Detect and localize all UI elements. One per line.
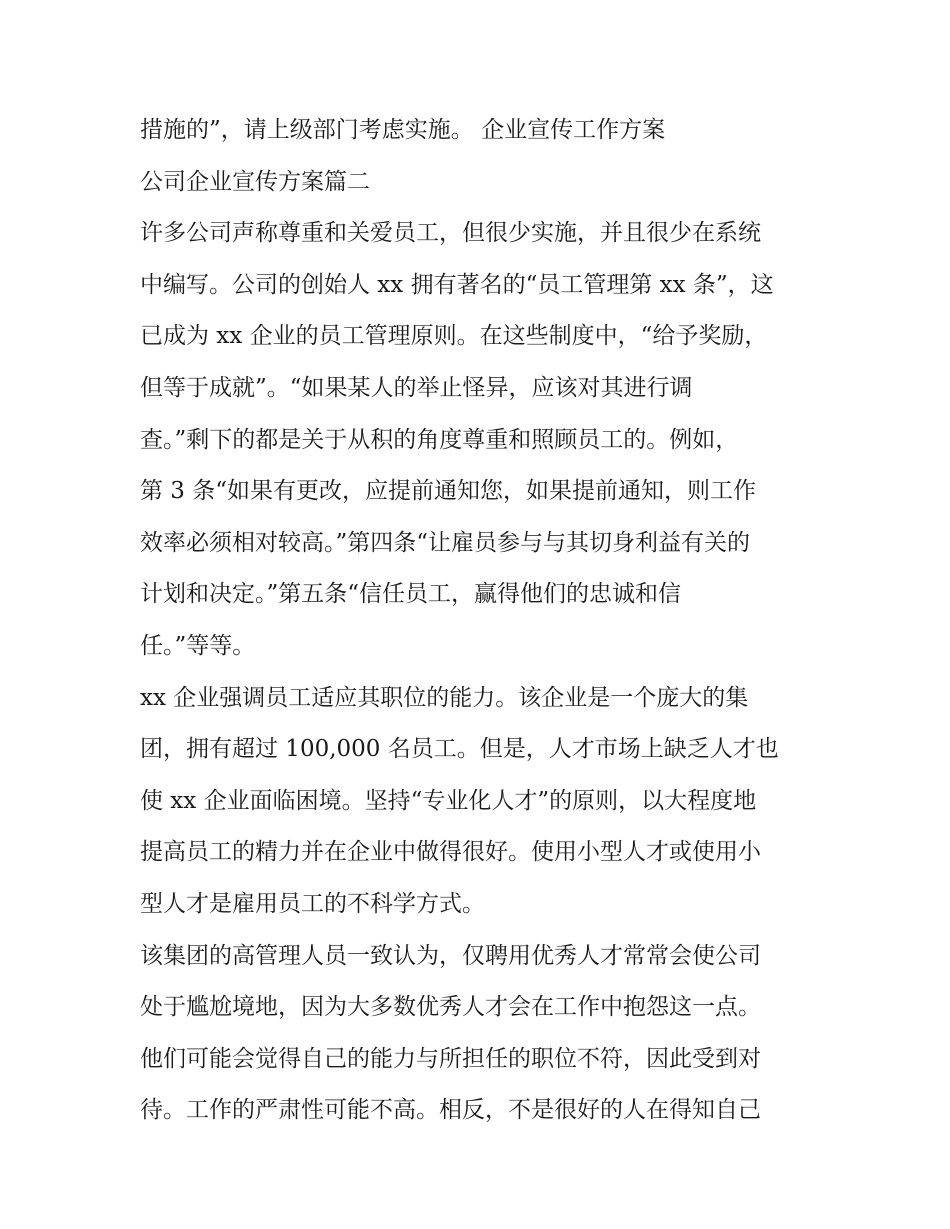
text-line: 中编写。公司的创始人 xx 拥有著名的“员工管理第 xx 条”，这 — [140, 271, 774, 298]
text-line: 效率必须相对较高。”第四条“让雇员参与与其切身利益有关的 — [140, 529, 751, 556]
text-line: 任。”等等。 — [140, 632, 256, 659]
text-line: 处于尴尬境地，因为大多数优秀人才会在工作中抱怨这一点。 — [140, 994, 761, 1021]
text-line: 该集团的高管理人员一致认为，仅聘用优秀人才常常会使公司 — [140, 942, 761, 969]
text-line: 许多公司声称尊重和关爱员工，但很少实施，并且很少在系统 — [140, 220, 761, 247]
text-line: 他们可能会觉得自己的能力与所担任的职位不符，因此受到对 — [140, 1045, 761, 1072]
text-line: 待。工作的严肃性可能不高。相反，不是很好的人在得知自己 — [140, 1097, 761, 1124]
text-line: 已成为 xx 企业的员工管理原则。在这些制度中，“给予奖励， — [140, 323, 768, 350]
text-line: 措施的”，请上级部门考虑实施。 企业宣传工作方案 — [140, 117, 666, 143]
text-line: xx 企业强调员工适应其职位的能力。该企业是一个庞大的集 — [140, 684, 749, 711]
text-line: 团，拥有超过 100,000 名员工。但是，人才市场上缺乏人才也 — [140, 736, 779, 763]
text-line: 使 xx 企业面临困境。坚持“专业化人才”的原则，以大程度地 — [140, 787, 757, 814]
text-line: 提高员工的精力并在企业中做得很好。使用小型人才或使用小 — [140, 839, 761, 866]
text-line: 但等于成就”。“如果某人的举止怪异，应该对其进行调 — [140, 374, 693, 401]
section-heading: 公司企业宣传方案篇二 — [140, 168, 370, 195]
text-line: 第 3 条“如果有更改，应提前通知您，如果提前通知，则工作 — [140, 478, 757, 505]
text-line: 计划和决定。”第五条“信任员工，赢得他们的忠诚和信 — [140, 581, 682, 608]
document-body — [140, 105, 820, 1137]
text-line: 型人才是雇用员工的不科学方式。 — [140, 890, 485, 917]
text-line: 查。”剩下的都是关于从积的角度尊重和照顾员工的。例如， — [140, 426, 739, 453]
